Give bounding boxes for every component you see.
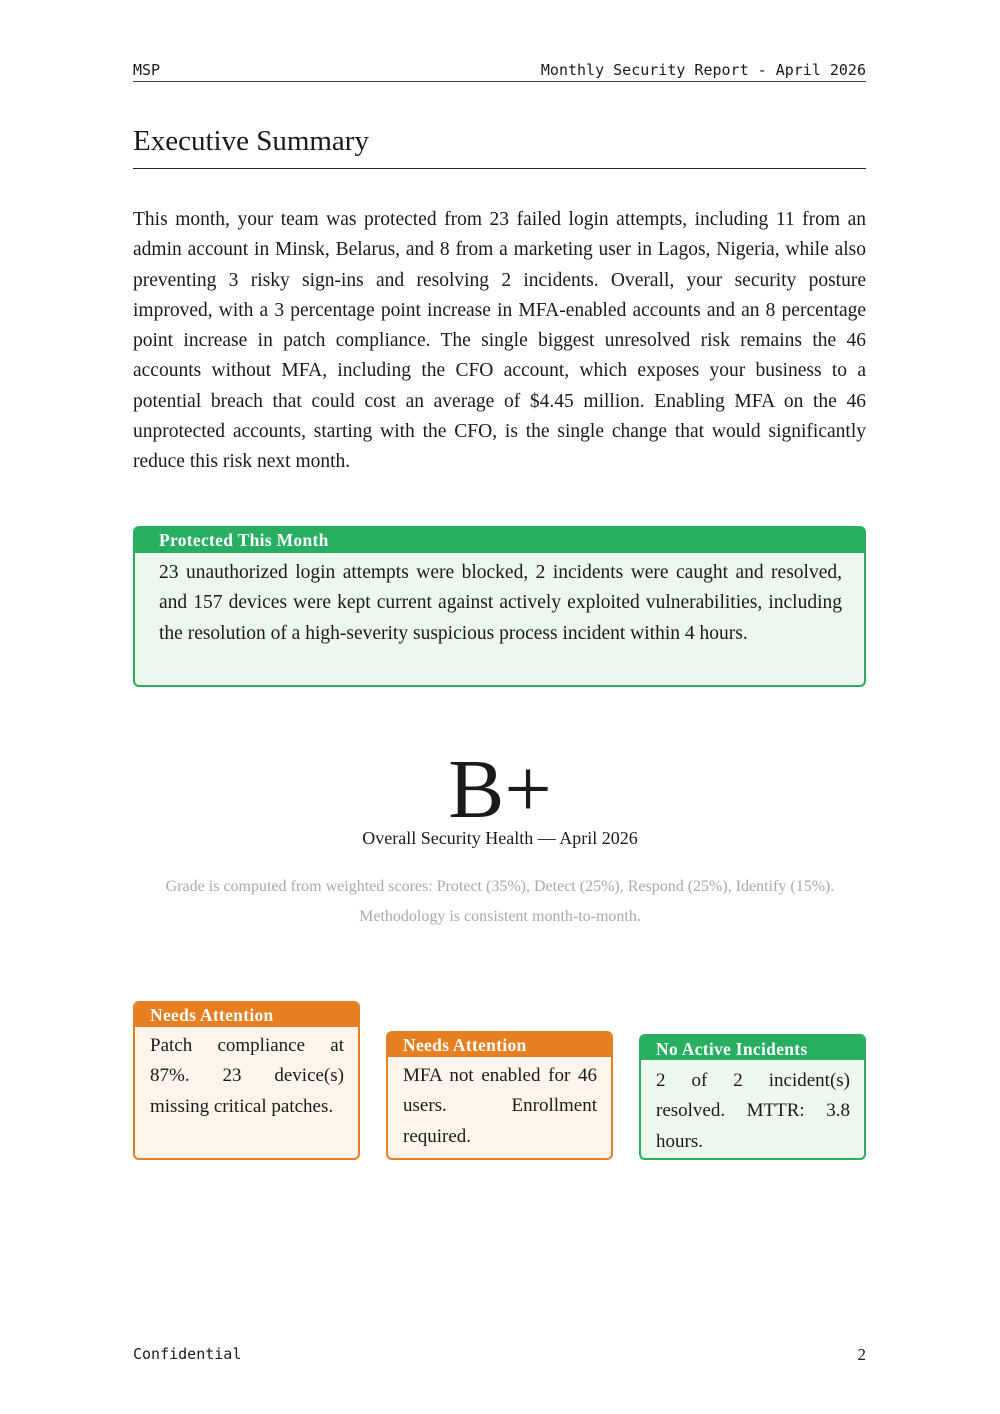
card-body: 2 of 2 incident(s) resolved. MTTR: 3.8 hours. — [656, 1070, 850, 1152]
protected-this-month-box — [133, 526, 866, 687]
section-title: Executive Summary — [133, 125, 866, 169]
grade-caption: Overall Security Health — April 2026 — [362, 828, 638, 848]
executive-summary-text: This month, your team was protected from 23 failed login attempts, including 11 from an admin account in Minsk, Belarus, and 8 from a marketing user in Lagos, Nigeria, while also preventing 3 risky sign-ins and resolving 2 incidents. Overall, your security posture improved, with a 3 percentage point increase in MFA-enabled accounts and an 8 percentage point increase in patch compliance. The single biggest unresolved risk remains the 46 accounts without MFA, including the CFO account, which exposes your business to a potential breach that could cost an average of $4.45 million. Enabling MFA on the 46 unprotected accounts, starting with the CFO, is the single change that would significantly reduce this risk next month. — [133, 209, 866, 473]
header-report-title: Monthly Security Report - April 2026 — [540, 61, 866, 79]
card-title: Needs Attention — [135, 1003, 358, 1027]
mfa-enrollment-card — [386, 1031, 613, 1160]
security-grade: B+ — [448, 743, 552, 836]
card-body: MFA not enabled for 46 users. Enrollment required. — [403, 1065, 597, 1147]
page-footer — [133, 1345, 866, 1365]
card-title: Needs Attention — [388, 1033, 611, 1057]
patch-compliance-card — [133, 1001, 360, 1160]
protected-box-body: 23 unauthorized login attempts were blocked, 2 incidents were caught and resolved, and 157 devices were kept current against actively exploited vulnerabilities, including the resolution of a high-severity suspicious process incident within 4 hours. — [159, 562, 842, 644]
page-number: 2 — [857, 1345, 866, 1364]
protected-box-title: Protected This Month — [135, 528, 864, 553]
confidential-label: Confidential — [133, 1345, 242, 1363]
card-title: No Active Incidents — [641, 1036, 864, 1060]
incidents-card — [639, 1034, 866, 1160]
card-body: Patch compliance at 87%. 23 device(s) missing critical patches. — [150, 1035, 344, 1117]
grade-methodology-note: Grade is computed from weighted scores: Protect (35%), Detect (25%), Respond (25%), Identify (15%). Methodology is consistent month-to-month. — [165, 878, 835, 925]
page-header — [133, 58, 866, 82]
header-org: MSP — [133, 61, 161, 79]
